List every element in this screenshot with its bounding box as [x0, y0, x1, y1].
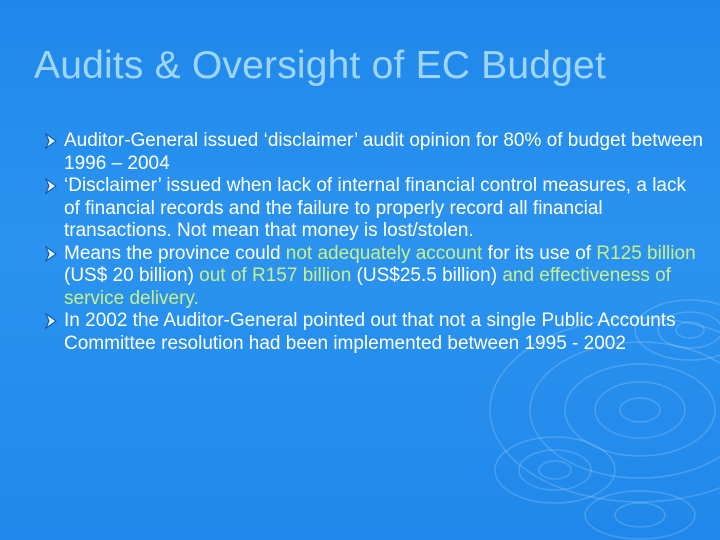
highlight-r125-billion: R125 billion: [596, 242, 696, 264]
bullet-text-segment: (US$25.5 billion): [351, 265, 503, 286]
bullet-text-segment: for its use of: [482, 242, 597, 264]
highlight-service-delivery: and effectiveness of service delivery.: [64, 265, 671, 309]
bullet-text-segment: (US$ 20 billion): [64, 265, 200, 286]
bullet-list: [44, 130, 704, 355]
bullet-disclaimer-definition: [44, 175, 704, 243]
highlight-out-of-r157-billion: out of R157 billion: [199, 265, 352, 286]
bullet-accountability: [44, 243, 704, 311]
arrow-bullet-icon: [44, 244, 58, 264]
bullet-disclaimer-opinion: [44, 130, 704, 175]
bullet-text: ‘Disclaimer’ issued when lack of internal financial control measures, a lack of financial records and the failure to properly record all financial transactions. Not mean that money is lost/stolen.: [64, 175, 686, 241]
bullet-text: In 2002 the Auditor-General pointed out that not a single Public Accounts Committee resolution had been implemented between 1995 - 2002: [64, 310, 676, 354]
bullet-text-segment: Means the province could: [64, 242, 286, 264]
bullet-pac-resolution: [44, 310, 704, 355]
arrow-bullet-icon: [44, 131, 58, 151]
bullet-text: Auditor-General issued ‘disclaimer’ audit opinion for 80% of budget between 1996 – 2004: [64, 130, 703, 174]
highlight-not-adequately-account: not adequately account: [285, 242, 483, 264]
arrow-bullet-icon: [44, 176, 58, 196]
slide-title: Audits & Oversight of EC Budget: [34, 44, 606, 87]
arrow-bullet-icon: [44, 311, 58, 331]
